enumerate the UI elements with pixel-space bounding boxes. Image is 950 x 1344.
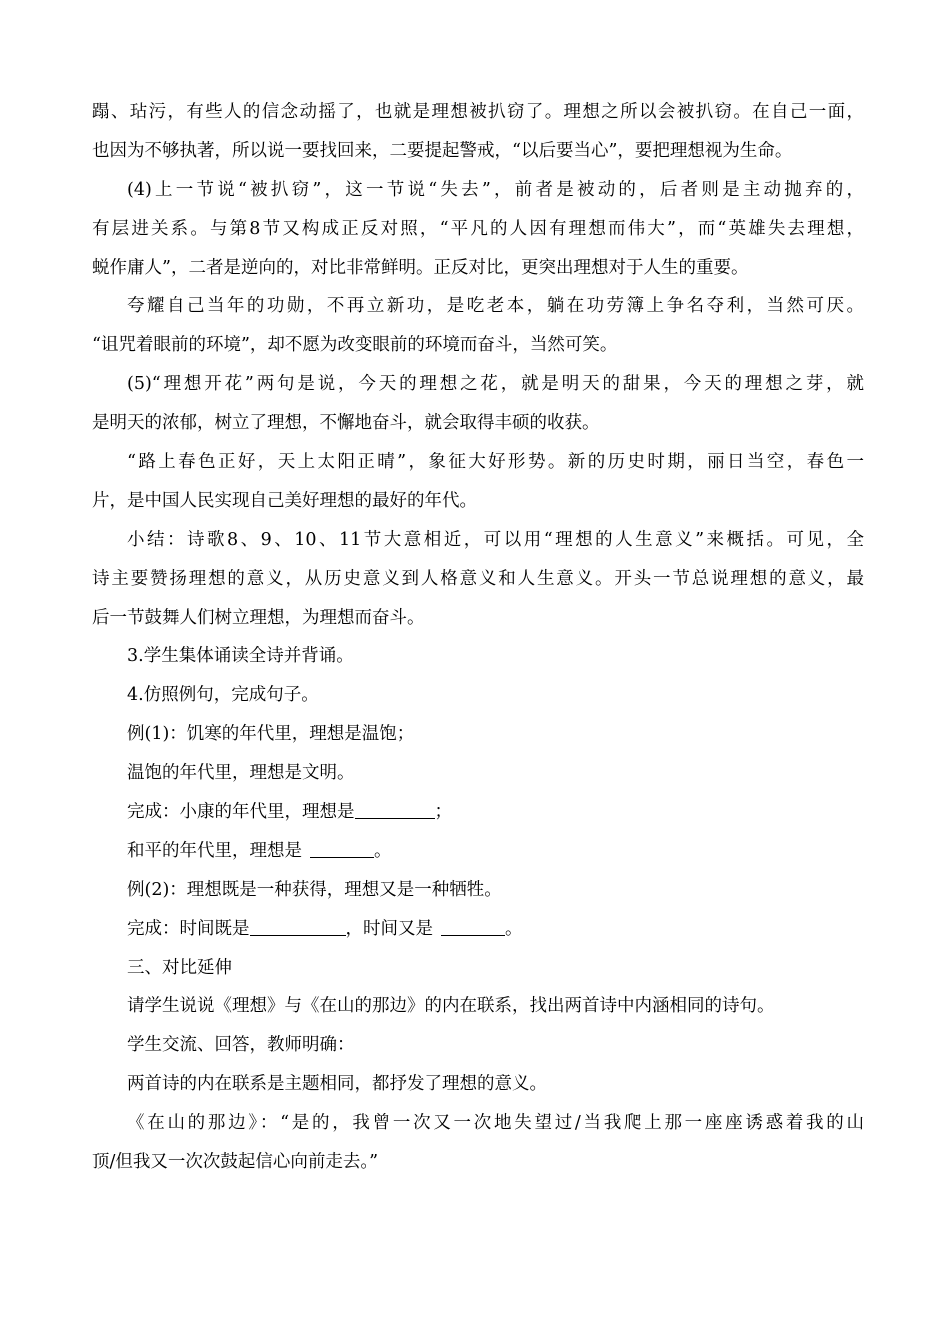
fill-in-suffix: 。 — [374, 840, 392, 861]
fill-in-suffix: 。 — [505, 918, 523, 939]
step-item: 3.学生集体诵读全诗并背诵。 — [127, 646, 354, 667]
answer-blank[interactable] — [441, 913, 505, 936]
paragraph-line: 也因为不够执著，所以说一要找回来，二要提起警戒，“以后要当心”，要把理想视为生命。 — [92, 140, 793, 161]
answer-blank[interactable] — [355, 796, 435, 819]
answer-blank[interactable] — [250, 913, 346, 936]
paragraph-line: 夸耀自己当年的功勋，不再立新功，是吃老本，躺在功劳簿上争名夺利，当然可厌。 — [127, 296, 864, 317]
paragraph-line: 蹋、玷污，有些人的信念动摇了，也就是理想被扒窃了。理想之所以会被扒窃。在自己一面， — [92, 102, 864, 122]
paragraph-line: (4)上一节说“被扒窃”，这一节说“失去”，前者是被动的，后者则是主动抛弃的， — [127, 179, 864, 200]
paragraph-line: 是明天的浓郁，树立了理想，不懈地奋斗，就会取得丰硕的收获。 — [92, 413, 600, 434]
paragraph-line: 片，是中国人民实现自己美好理想的最好的年代。 — [92, 490, 477, 511]
fill-in-prefix: 和平的年代里，理想是 — [127, 840, 302, 861]
fill-in-line-2 — [92, 832, 864, 871]
fill-in-line-3 — [92, 910, 864, 949]
answer-blank[interactable] — [310, 835, 374, 858]
fill-in-suffix: ； — [434, 802, 452, 823]
summary-line: 后一节鼓舞人们树立理想，为理想而奋斗。 — [92, 607, 425, 628]
document-body — [92, 93, 864, 1182]
answer-intro: 学生交流、回答，教师明确： — [127, 1035, 355, 1056]
example-line: 温饱的年代里，理想是文明。 — [127, 763, 355, 784]
summary-line: 诗主要赞扬理想的意义，从历史意义到人格意义和人生意义。开头一节总说理想的意义，最 — [92, 568, 864, 589]
quote-line: 顶/但我又一次次鼓起信心向前走去。” — [92, 1152, 379, 1173]
paragraph-line: (5)“理想开花”两句是说，今天的理想之花，就是明天的甜果，今天的理想之芽，就 — [127, 374, 864, 395]
fill-in-line-1 — [92, 793, 864, 832]
paragraph-line: 蜕作庸人”，二者是逆向的，对比非常鲜明。正反对比，更突出理想对于人生的重要。 — [92, 257, 749, 278]
fill-in-prefix: 完成：小康的年代里，理想是 — [127, 802, 355, 823]
paragraph-line: “路上春色正好，天上太阳正晴”，象征大好形势。新的历史时期，丽日当空，春色一 — [127, 452, 864, 473]
answer-main: 两首诗的内在联系是主题相同，都抒发了理想的意义。 — [127, 1074, 547, 1095]
paragraph-line: 有层进关系。与第8节又构成正反对照，“平凡的人因有理想而伟大”，而“英雄失去理想， — [92, 218, 864, 239]
example-line: 例(2)：理想既是一种获得，理想又是一种牺牲。 — [127, 879, 502, 900]
section-heading: 三、对比延伸 — [127, 957, 232, 978]
summary-line: 小结：诗歌8、9、10、11节大意相近，可以用“理想的人生意义”来概括。可见，全 — [127, 529, 864, 550]
example-line: 例(1)：饥寒的年代里，理想是温饱； — [127, 724, 415, 745]
paragraph-line: “诅咒着眼前的环境”，却不愿为改变眼前的环境而奋斗，当然可笑。 — [92, 335, 618, 356]
section-prompt: 请学生说说《理想》与《在山的那边》的内在联系，找出两首诗中内涵相同的诗句。 — [127, 996, 775, 1017]
quote-line: 《在山的那边》：“是的，我曾一次又一次地失望过/当我爬上那一座座诱惑着我的山 — [127, 1113, 864, 1134]
fill-in-prefix: 完成：时间既是 — [127, 918, 250, 939]
fill-in-middle: ，时间又是 — [345, 918, 433, 939]
step-item: 4.仿照例句，完成句子。 — [127, 685, 319, 706]
